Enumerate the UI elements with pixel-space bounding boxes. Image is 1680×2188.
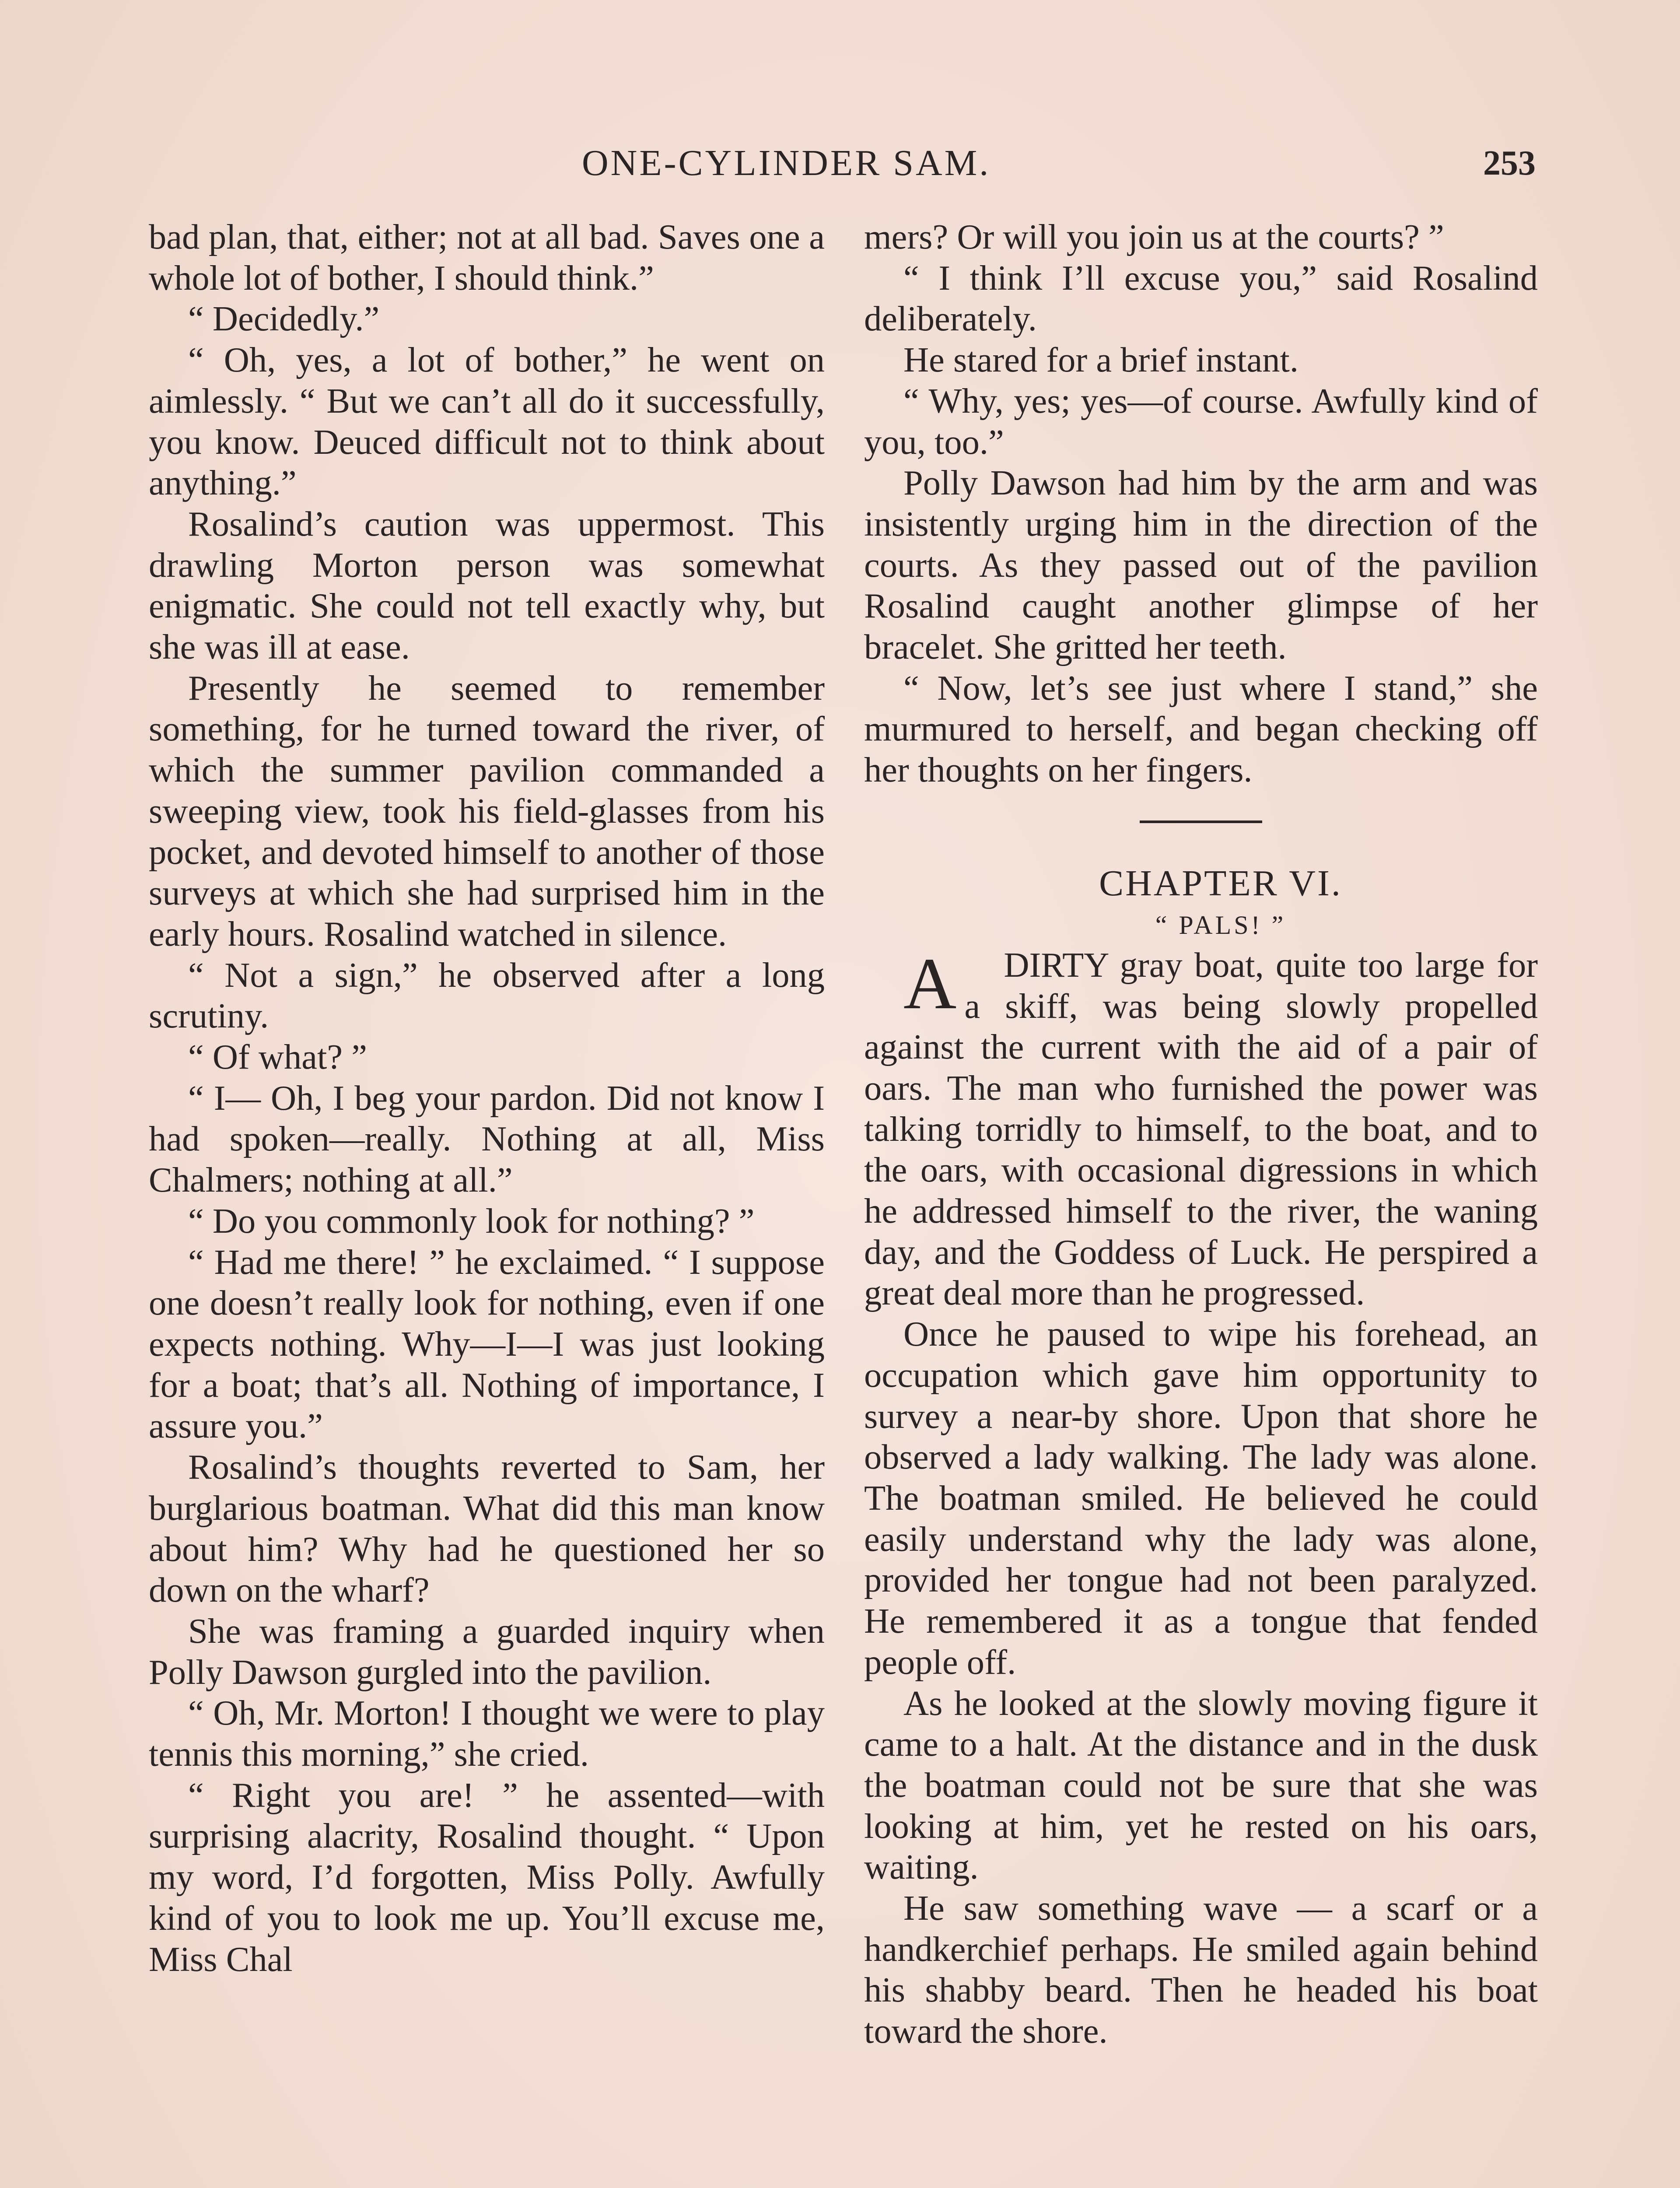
chapter-heading: CHAPTER VI. [1099,863,1342,904]
chapter-opening-paragraph [864,945,1538,1314]
right-column [864,217,1538,2052]
section-divider [1140,820,1262,823]
page-number: 253 [1483,144,1536,182]
paragraph: “ Oh, yes, a lot of bother,” he went on aimlessly. “ But we can’t all do it successfully, you know. Deuced difficult not to think about anything.” [149,340,825,503]
paragraph: “ Of what? ” [188,1038,367,1077]
paragraph: “ Not a sign,” he observed after a long scrutiny. [149,955,825,1036]
paragraph: “ Decidedly.” [188,299,380,339]
paragraph: As he looked at the slowly moving figure it came to a halt. At the distance and in the dusk the boatman could not be sure that she was looking at him, yet he rested on his oars, waiting. [864,1683,1538,1887]
running-title: ONE-CYLINDER SAM. [582,143,991,183]
paragraph: Rosalind’s caution was uppermost. This drawling Morton person was somewhat enigmatic. She could not tell exactly why, but she was ill at ease. [149,504,825,667]
paragraph: He saw something wave — a scarf or a handkerchief perhaps. He smiled again behind his shabby beard. Then he headed his boat toward the shore. [864,1889,1538,2051]
paragraph: “ I think I’ll excuse you,” said Rosalind deliberately. [864,258,1538,339]
paragraph: “ Now, let’s see just where I stand,” she murmured to herself, and began checking off her thoughts on her fingers. [864,668,1538,790]
paragraph: “ Why, yes; yes—of course. Awfully kind of you, too.” [864,381,1538,462]
paragraph: She was framing a guarded inquiry when Polly Dawson gurgled into the pavilion. [149,1611,825,1692]
paragraph: “ Oh, Mr. Morton! I thought we were to play tennis this morning,” she cried. [149,1694,825,1774]
left-column [149,217,825,1980]
paragraph: He stared for a brief instant. [903,340,1299,380]
chapter-subtitle: “ PALS! ” [1155,910,1286,940]
paragraph: Polly Dawson had him by the arm and was insistently urging him in the direction of the courts. As they passed out of the pavilion Rosalind caught another glimpse of her bracelet. She gritted her teeth. [864,463,1538,667]
drop-cap: A [903,943,957,1024]
paragraph: “ I— Oh, I beg your pardon. Did not know I had spoken—really. Nothing at all, Miss Chalmers; nothing at all.” [149,1078,825,1200]
paragraph: “ Do you commonly look for nothing? ” [188,1201,755,1241]
paragraph: Once he paused to wipe his forehead, an occupation which gave him opportunity to survey a near-by shore. Upon that shore he observed a lady walking. The lady was alone. The boatman smiled. He believed he could easily understand why the lady was alone, provided her tongue had not been paralyzed. He remembered it as a tongue that fended people off. [864,1315,1538,1682]
opening-text: DIRTY gray boat, quite too large for a skiff, was being slowly propelled against the current with the aid of a pair of oars. The man who furnished the power was talking torridly to himself, to the boat, and to the oars, with occasional digressions in which he addressed himself to the river, the waning day, and the Goddess of Luck. He perspired a great deal more than he progressed. [864,945,1538,1313]
paragraph: mers? Or will you join us at the courts? ” [864,217,1444,256]
paragraph: Presently he seemed to remember something, for he turned toward the river, of which the summer pavilion commanded a sweeping view, took his field-glasses from his pocket, and devoted himself to another of those surveys at which she had surprised him in the early hours. Rosalind watched in silence. [149,668,825,954]
paragraph: Rosalind’s thoughts reverted to Sam, her burglarious boatman. What did this man know about him? Why had he questioned her so down on the wharf? [149,1448,825,1610]
paragraph: “ Had me there! ” he exclaimed. “ I suppose one doesn’t really look for nothing, even if one expects nothing. Why—I—I was just looking for a boat; that’s all. Nothing of importance, I assure you.” [149,1242,825,1446]
paragraph: bad plan, that, either; not at all bad. Saves one a whole lot of bother, I should think.” [149,217,825,298]
running-header [0,139,1680,192]
paragraph: “ Right you are! ” he assented—with surprising alacrity, Rosalind thought. “ Upon my word, I’d forgotten, Miss Polly. Awfully kind of you to look me up. You’ll excuse me, Miss Chal [149,1775,825,1979]
